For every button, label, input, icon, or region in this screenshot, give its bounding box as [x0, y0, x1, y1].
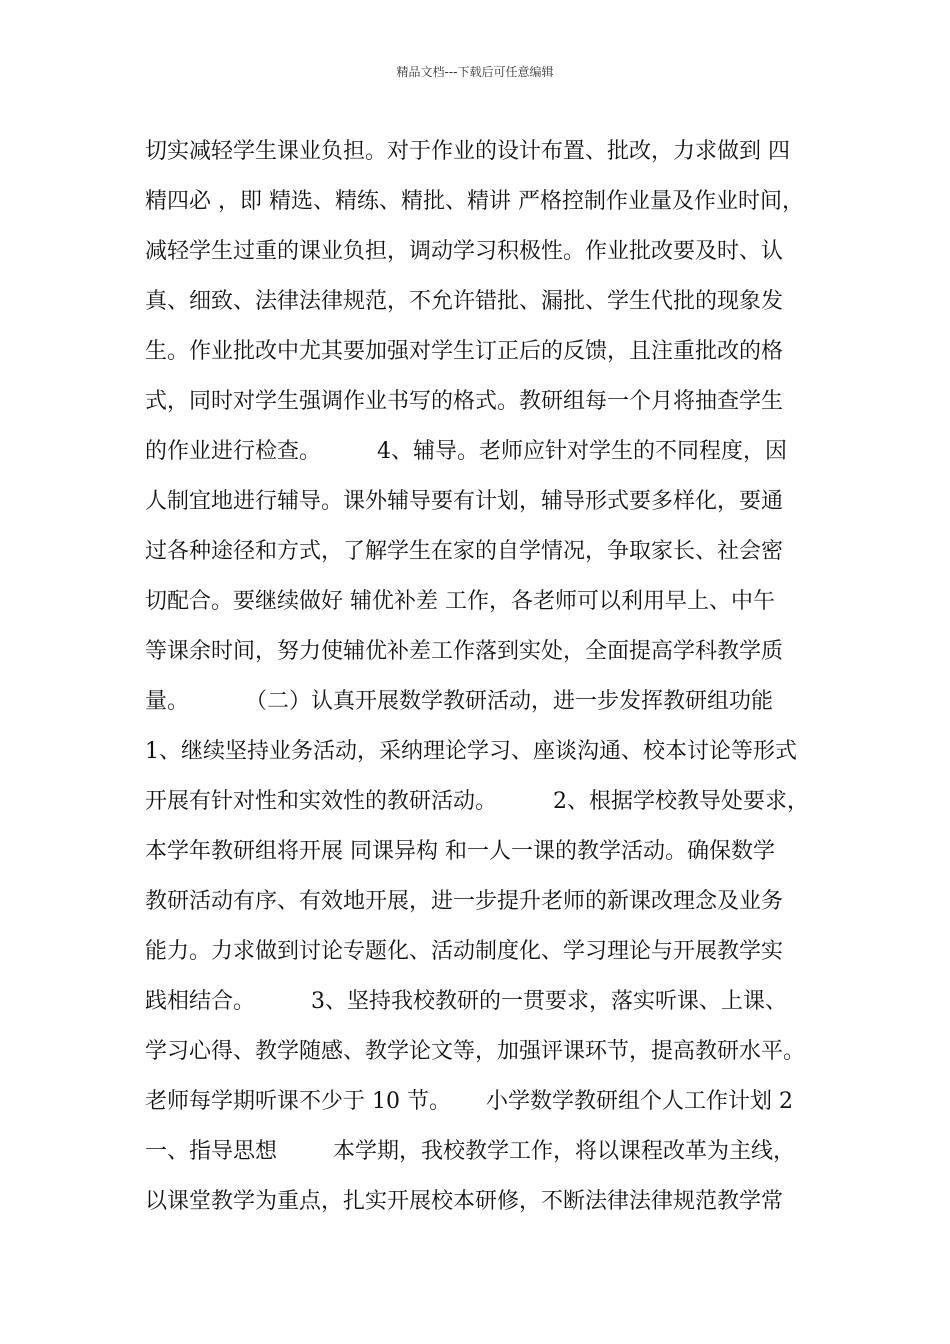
text-line: 过各种途径和方式，了解学生在家的自学情况，争取家长、社会密 — [145, 539, 784, 564]
text-line: 学习心得、教学随感、教学论文等，加强评课环节，提高教研水平。 — [145, 1039, 806, 1064]
text-line: 切配合。要继续做好 辅优补差 工作，各老师可以利用早上、中午 — [145, 589, 775, 614]
text-line: 以课堂教学为重点，扎实开展校本研修，不断法律法律规范教学常 — [145, 1189, 784, 1214]
text-line: 一、指导思想 本学期，我校教学工作，将以课程改革为主线， — [145, 1139, 795, 1164]
text-line: 开展有针对性和实效性的教研活动。 2、根据学校教导处要求， — [145, 789, 809, 814]
text-line: 切实减轻学生课业负担。对于作业的设计布置、批改，力求做到 四 — [145, 139, 790, 164]
text-line: 真、细致、法律法律规范，不允许错批、漏批、学生代批的现象发 — [145, 289, 784, 314]
text-line: 量。 （二）认真开展数学教研活动，进一步发挥教研组功能 — [145, 689, 773, 714]
text-line: 践相结合。 3、坚持我校教研的一贯要求，落实听课、上课、 — [145, 989, 787, 1014]
text-line: 1、继续坚持业务活动，采纳理论学习、座谈沟通、校本讨论等形式 — [145, 739, 797, 764]
text-line: 教研活动有序、有效地开展，进一步提升老师的新课改理念及业务 — [145, 889, 784, 914]
text-line: 的作业进行检查。 4、辅导。老师应针对学生的不同程度，因 — [145, 439, 787, 464]
text-line: 减轻学生过重的课业负担，调动学习积极性。作业批改要及时、认 — [145, 239, 784, 264]
text-line: 式，同时对学生强调作业书写的格式。教研组每一个月将抽查学生 — [145, 389, 784, 414]
text-line: 能力。力求做到讨论专题化、活动制度化、学习理论与开展教学实 — [145, 939, 784, 964]
text-line: 生。作业批改中尤其要加强对学生订正后的反馈，且注重批改的格 — [145, 339, 784, 364]
text-line: 等课余时间，努力使辅优补差工作落到实处，全面提高学科教学质 — [145, 639, 784, 664]
page-header: 精品文档---下载后可任意编辑 — [396, 65, 554, 79]
text-line: 人制宜地进行辅导。课外辅导要有计划，辅导形式要多样化，要通 — [145, 489, 784, 514]
document-body — [145, 130, 835, 1230]
text-line: 本学年教研组将开展 同课异构 和一人一课的教学活动。确保数学 — [145, 839, 775, 864]
text-line: 老师每学期听课不少于 10 节。 小学数学教研组个人工作计划 2 — [145, 1089, 793, 1114]
text-line: 精四必 ，即 精选、精练、精批、精讲 严格控制作业量及作业时间， — [145, 189, 804, 214]
